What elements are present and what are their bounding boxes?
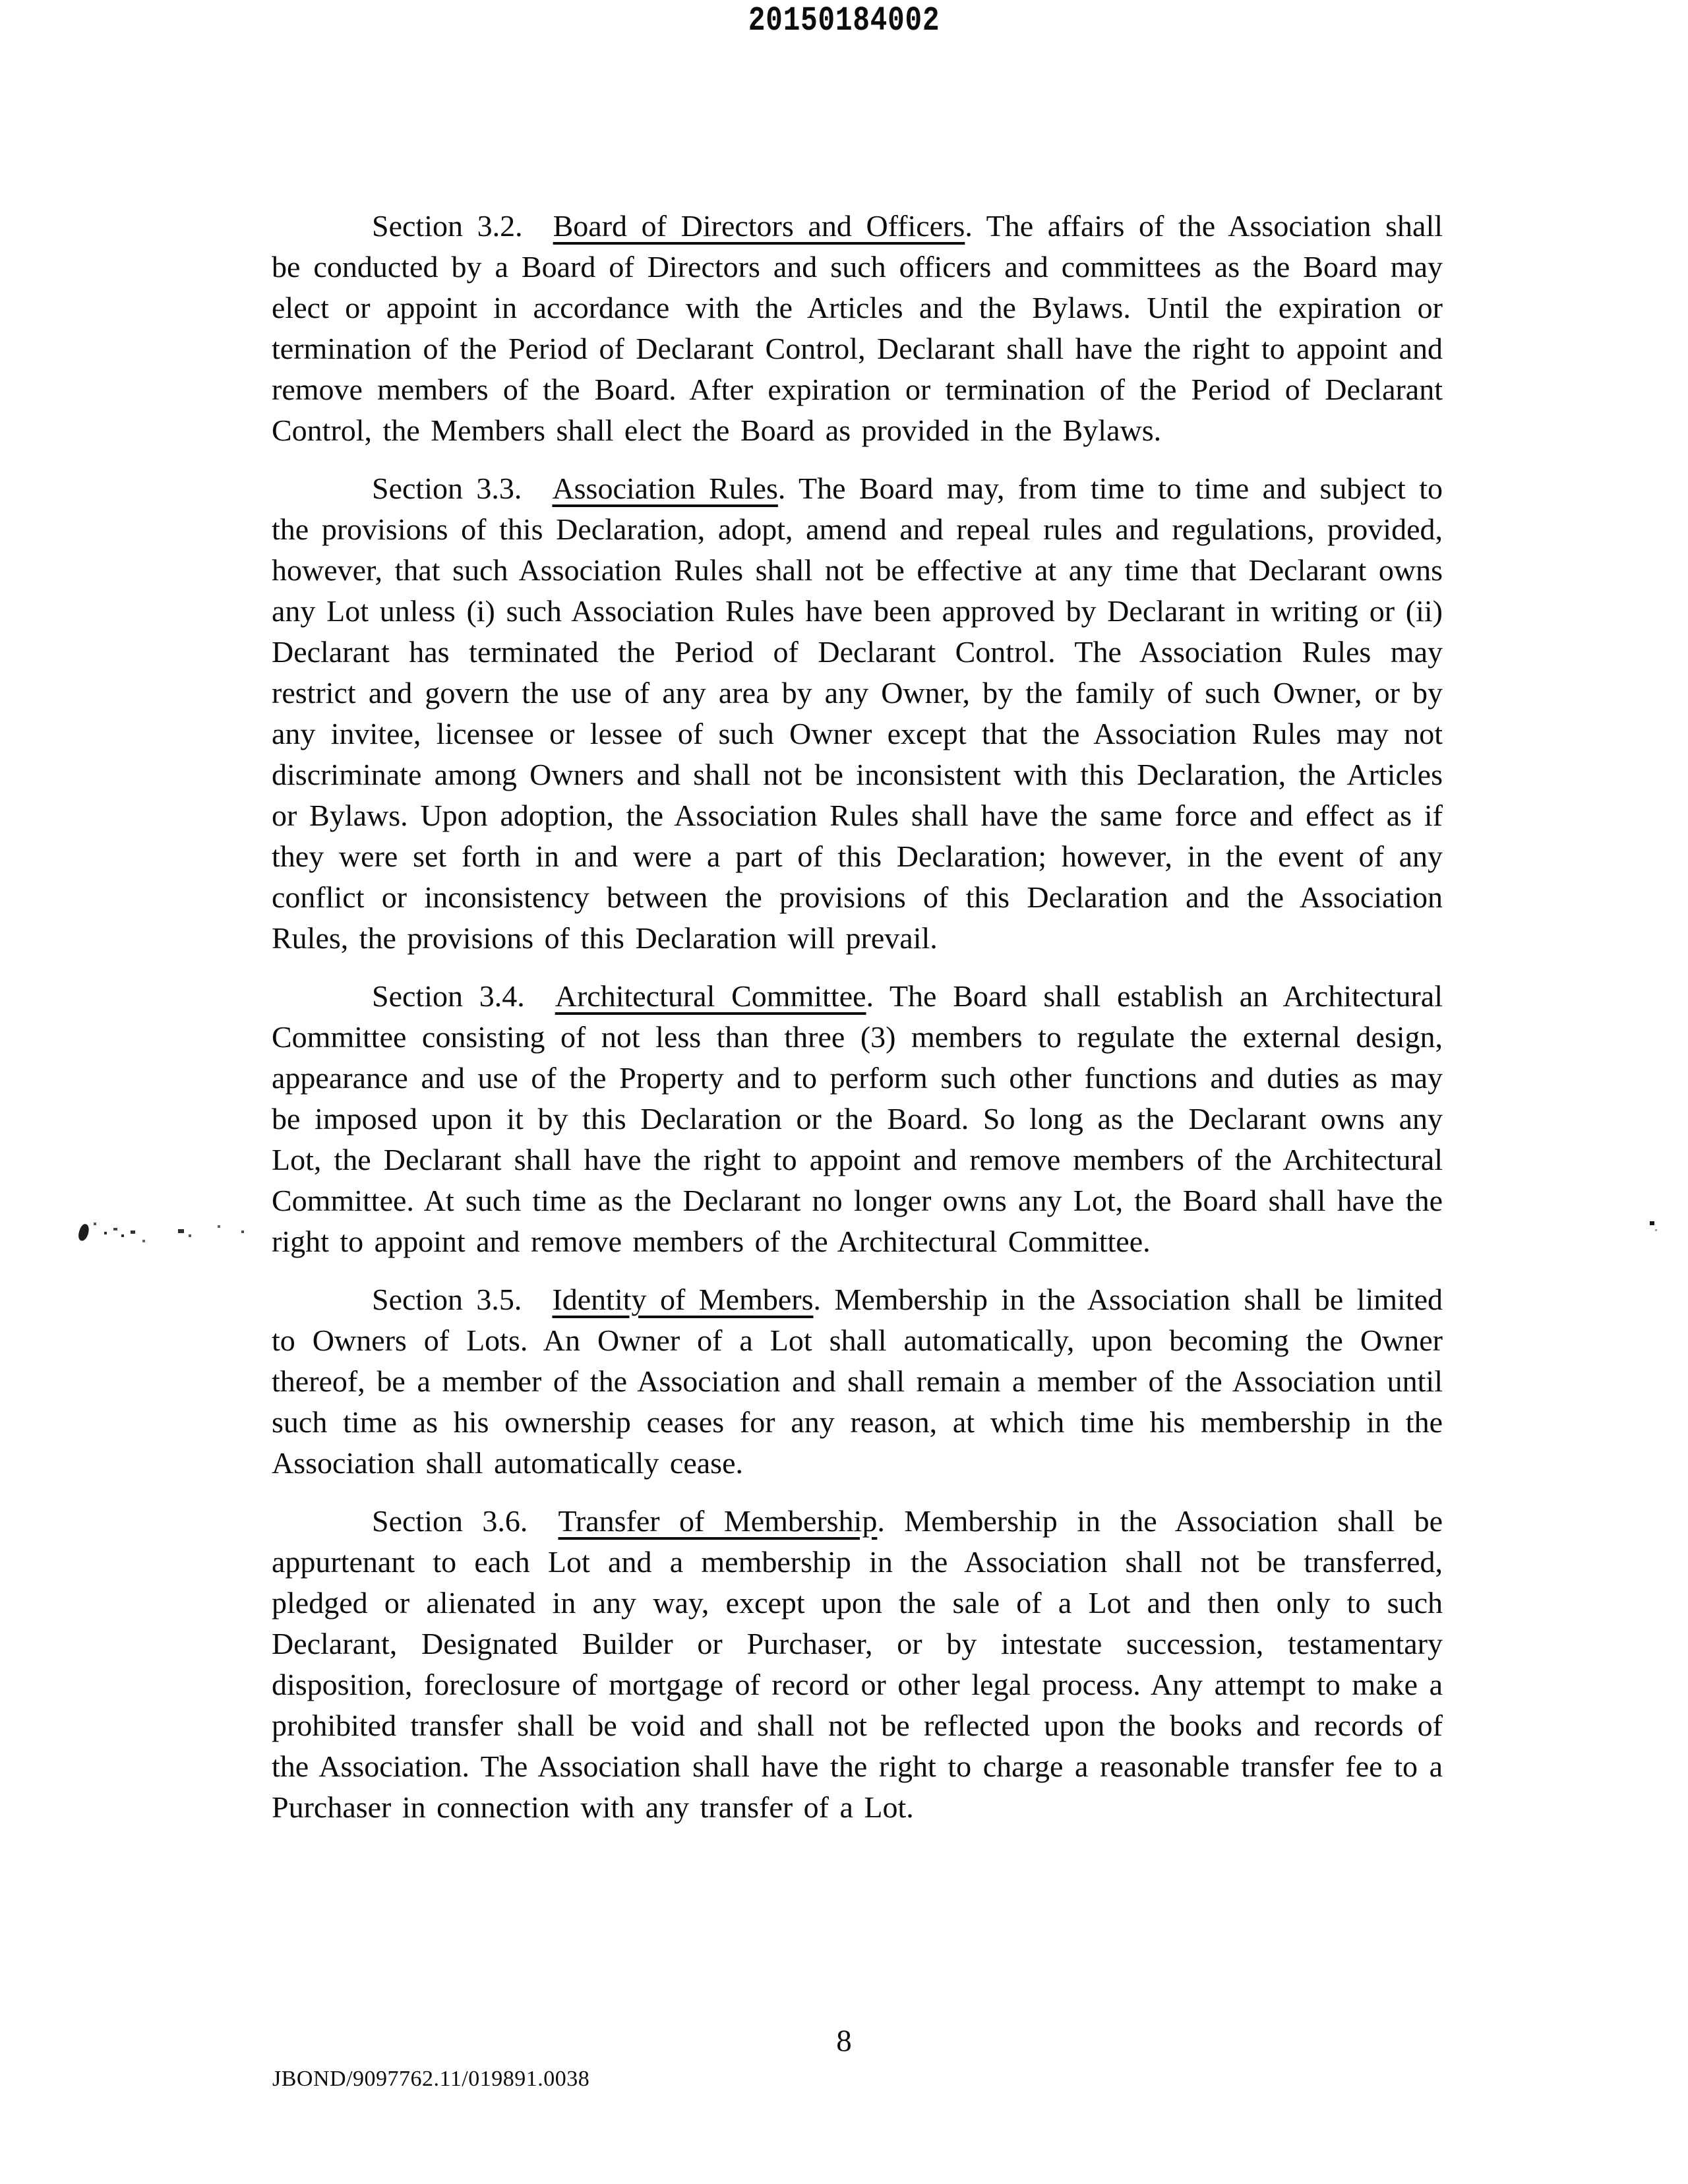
recording-number-text: 20150184002	[748, 1, 940, 40]
section-3-3-paragraph	[272, 468, 1443, 959]
footer-reference: JBOND/9097762.11/019891.0038	[272, 2067, 590, 2091]
document-body	[272, 206, 1443, 1845]
section-title: Transfer of Membership	[558, 1504, 878, 1538]
page-number: 8	[836, 2024, 852, 2058]
section-body-text: . The Board shall establish an Architectural Committee consisting of not less than three (3) members to regulate the external design, appearance and use of the Property and to perform such other functions and duties as may be imposed upon it by this Declaration or the Board. So long as the Declarant owns any Lot, the Declarant shall have the right to appoint and remove members of the Architectural Committee. At such time as the Declarant no longer owns any Lot, the Board shall have the right to appoint and remove members of the Architectural Committee.	[272, 979, 1443, 1258]
section-title: Association Rules	[552, 471, 778, 505]
section-body-text: . The Board may, from time to time and subject to the provisions of this Declaration, adopt, amend and repeal rules and regulations, provided, however, that such Association Rules shall not be effective at any time that Declarant owns any Lot unless (i) such Association Rules have been approved by Declarant in writing or (ii) Declarant has terminated the Period of Declarant Control. The Association Rules may restrict and govern the use of any area by any Owner, by the family of such Owner, or by any invitee, licensee or lessee of such Owner except that the Association Rules may not discriminate among Owners and shall not be inconsistent with this Declaration, the Articles or Bylaws. Upon adoption, the Association Rules shall have the same force and effect as if they were set forth in and were a part of this Declaration; however, in the event of any conflict or inconsistency between the provisions of this Declaration and the Association Rules, the provisions of this Declaration will prevail.	[272, 471, 1443, 955]
section-body-text: . Membership in the Association shall be limited to Owners of Lots. An Owner of a Lot shall automatically, upon becoming the Owner thereof, be a member of the Association and shall remain a member of the Association until such time as his ownership ceases for any reason, at which time his membership in the Association shall automatically cease.	[272, 1283, 1443, 1480]
section-body-text: . Membership in the Association shall be appurtenant to each Lot and a membership in the Association shall not be transferred, pledged or alienated in any way, except upon the sale of a Lot and then only to such Declarant, Designated Builder or Purchaser, or by intestate succession, testamentary disposition, foreclosure of mortgage of record or other legal process. Any attempt to make a prohibited transfer shall be void and shall not be reflected upon the books and records of the Association. The Association shall have the right to charge a reasonable transfer fee to a Purchaser in connection with any transfer of a Lot.	[272, 1504, 1443, 1824]
section-3-5-paragraph	[272, 1279, 1443, 1484]
section-3-6-paragraph	[272, 1501, 1443, 1828]
section-title: Architectural Committee	[555, 979, 866, 1013]
section-title: Board of Directors and Officers	[553, 209, 965, 243]
section-label: Section 3.3.	[372, 471, 522, 505]
section-body-text: . The affairs of the Association shall be conducted by a Board of Directors and such officers and committees as the Board may elect or appoint in accordance with the Articles and the Bylaws. Until the expiration or termination of the Period of Declarant Control, Declarant shall have the right to appoint and remove members of the Board. After expiration or termination of the Period of Declarant Control, the Members shall elect the Board as provided in the Bylaws.	[272, 209, 1443, 447]
section-label: Section 3.2.	[372, 209, 523, 243]
scan-smudge-artifact	[79, 1223, 257, 1249]
section-3-2-paragraph	[272, 206, 1443, 451]
section-title: Identity of Members	[552, 1283, 814, 1316]
section-label: Section 3.6.	[372, 1504, 528, 1538]
section-label: Section 3.5.	[372, 1283, 522, 1316]
section-label: Section 3.4.	[372, 979, 525, 1013]
recording-number	[0, 1, 1688, 40]
scan-dot-artifact	[1650, 1221, 1654, 1225]
section-3-4-paragraph	[272, 976, 1443, 1262]
